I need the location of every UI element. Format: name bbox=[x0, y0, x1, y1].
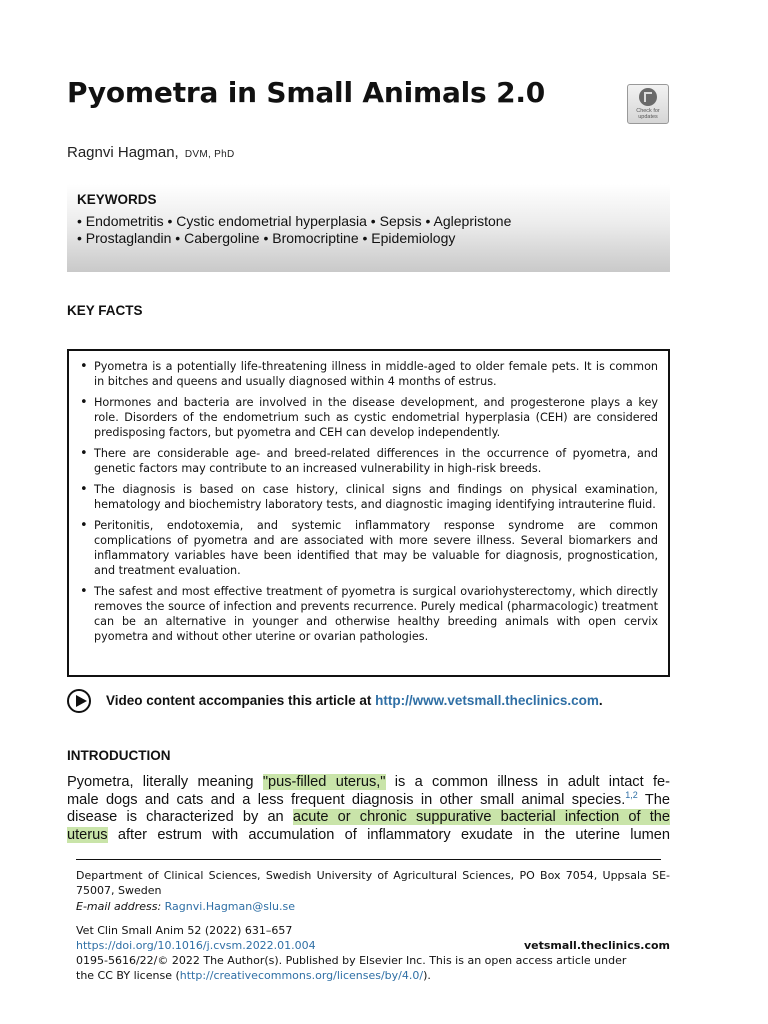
footer-divider bbox=[76, 859, 661, 860]
reference-superscript[interactable]: 1,2 bbox=[625, 789, 638, 800]
video-link[interactable]: http://www.vetsmall.theclinics.com bbox=[375, 693, 599, 708]
author-credentials: DVM, PhD bbox=[184, 149, 235, 160]
intro-line-3 bbox=[67, 809, 670, 827]
license-line-2 bbox=[76, 968, 670, 983]
key-facts-box bbox=[67, 349, 670, 677]
check-for-updates-badge[interactable] bbox=[627, 84, 669, 124]
intro-text: is a common illness in adult intact fe- bbox=[385, 774, 670, 790]
video-notice-label: Video content accompanies this article at bbox=[106, 693, 376, 708]
crossmark-label: Check for updates bbox=[636, 108, 660, 120]
video-notice bbox=[67, 689, 670, 717]
intro-line-1 bbox=[67, 774, 670, 792]
intro-line-4 bbox=[67, 827, 670, 845]
intro-line-2 bbox=[67, 789, 670, 810]
keywords-line-1: • Endometritis • Cystic endometrial hyperplasia • Sepsis • Aglepristone bbox=[77, 213, 512, 229]
video-notice-period: . bbox=[598, 693, 603, 708]
doi-link[interactable]: https://doi.org/10.1016/j.cvsm.2022.01.004 bbox=[76, 939, 316, 952]
intro-text: male dogs and cats and a less frequent diagnosis in other small animal species. bbox=[67, 791, 626, 808]
key-fact-item: • Hormones and bacteria are involved in the disease development, and progesterone plays a key role. Disorders of the endometrium such as cystic endometrial hyperplasia (CEH) are considered predisposing factors, but pyometra and CEH can develop independently. bbox=[79, 395, 658, 440]
key-fact-item: • Pyometra is a potentially life-threatening illness in middle-aged to older female pets. It is common in bitches and queens and usually diagnosed within 4 months of estrus. bbox=[79, 359, 658, 389]
key-fact-item: • There are considerable age- and breed-related differences in the occurrence of pyometra, and genetic factors may contribute to an increased vulnerability in high-risk breeds. bbox=[79, 446, 658, 476]
doi-row bbox=[76, 938, 670, 953]
key-fact-item: • The diagnosis is based on case history, clinical signs and findings on physical examination, hematology and biochemistry laboratory tests, and diagnostic imaging identifying intrauterine fluid. bbox=[79, 482, 658, 512]
intro-text: The bbox=[637, 791, 670, 808]
keywords-heading: KEYWORDS bbox=[77, 192, 157, 207]
highlighted-text: uterus bbox=[67, 826, 108, 843]
intro-text: Pyometra, literally meaning bbox=[67, 774, 263, 790]
email-line bbox=[76, 899, 670, 914]
keywords-line-2: • Prostaglandin • Cabergoline • Bromocriptine • Epidemiology bbox=[77, 230, 456, 246]
key-facts-list bbox=[79, 359, 658, 644]
email-link[interactable]: Ragnvi.Hagman@slu.se bbox=[164, 900, 295, 913]
license-text-end: ). bbox=[423, 969, 431, 982]
introduction-paragraph bbox=[67, 774, 670, 844]
author-affiliation: Department of Clinical Sciences, Swedish University of Agricultural Sciences, PO Box 7054, Uppsala SE-75007, Sweden bbox=[76, 869, 670, 897]
key-facts-heading: KEY FACTS bbox=[67, 303, 143, 318]
highlighted-text: acute or chronic suppurative bacterial infection of the bbox=[292, 809, 670, 825]
key-fact-item: • The safest and most effective treatment of pyometra is surgical ovariohysterectomy, which directly removes the source of infection and prevents recurrence. Purely medical (pharmacologic) treatment can be an alternative in younger and otherwise healthy breeding animals with open cervix pyometra and without other uterine or ovarian pathologies. bbox=[79, 584, 658, 644]
license-link[interactable]: http://creativecommons.org/licenses/by/4.0/ bbox=[179, 969, 424, 982]
license-text: the CC BY license ( bbox=[76, 969, 180, 982]
citation-block bbox=[76, 923, 670, 983]
license-line-1: 0195-5616/22/© 2022 The Author(s). Published by Elsevier Inc. This is an open access article under bbox=[76, 954, 627, 967]
article-title: Pyometra in Small Animals 2.0 bbox=[67, 76, 546, 109]
journal-citation: Vet Clin Small Anim 52 (2022) 631–657 bbox=[76, 924, 293, 937]
introduction-heading: INTRODUCTION bbox=[67, 748, 171, 763]
intro-text: after estrum with accumulation of inflammatory exudate in the uterine lumen bbox=[107, 826, 670, 843]
author-line bbox=[67, 144, 235, 161]
email-label: E-mail address: bbox=[76, 900, 162, 913]
intro-text: disease is characterized by an bbox=[67, 809, 293, 825]
journal-url[interactable]: vetsmall.theclinics.com bbox=[523, 939, 670, 952]
play-icon[interactable] bbox=[67, 689, 91, 713]
author-name: Ragnvi Hagman, bbox=[67, 144, 179, 161]
video-notice-text bbox=[106, 693, 603, 708]
crossmark-icon bbox=[639, 88, 657, 106]
keywords-box bbox=[67, 184, 670, 272]
highlighted-text: "pus-filled uterus," bbox=[262, 774, 386, 790]
key-fact-item: • Peritonitis, endotoxemia, and systemic inflammatory response syndrome are common complications of pyometra and are associated with more severe illness. Several biomarkers and inflammatory variables have been identified that may be valuable for diagnosis, prognostication, and treatment evaluation. bbox=[79, 518, 658, 578]
